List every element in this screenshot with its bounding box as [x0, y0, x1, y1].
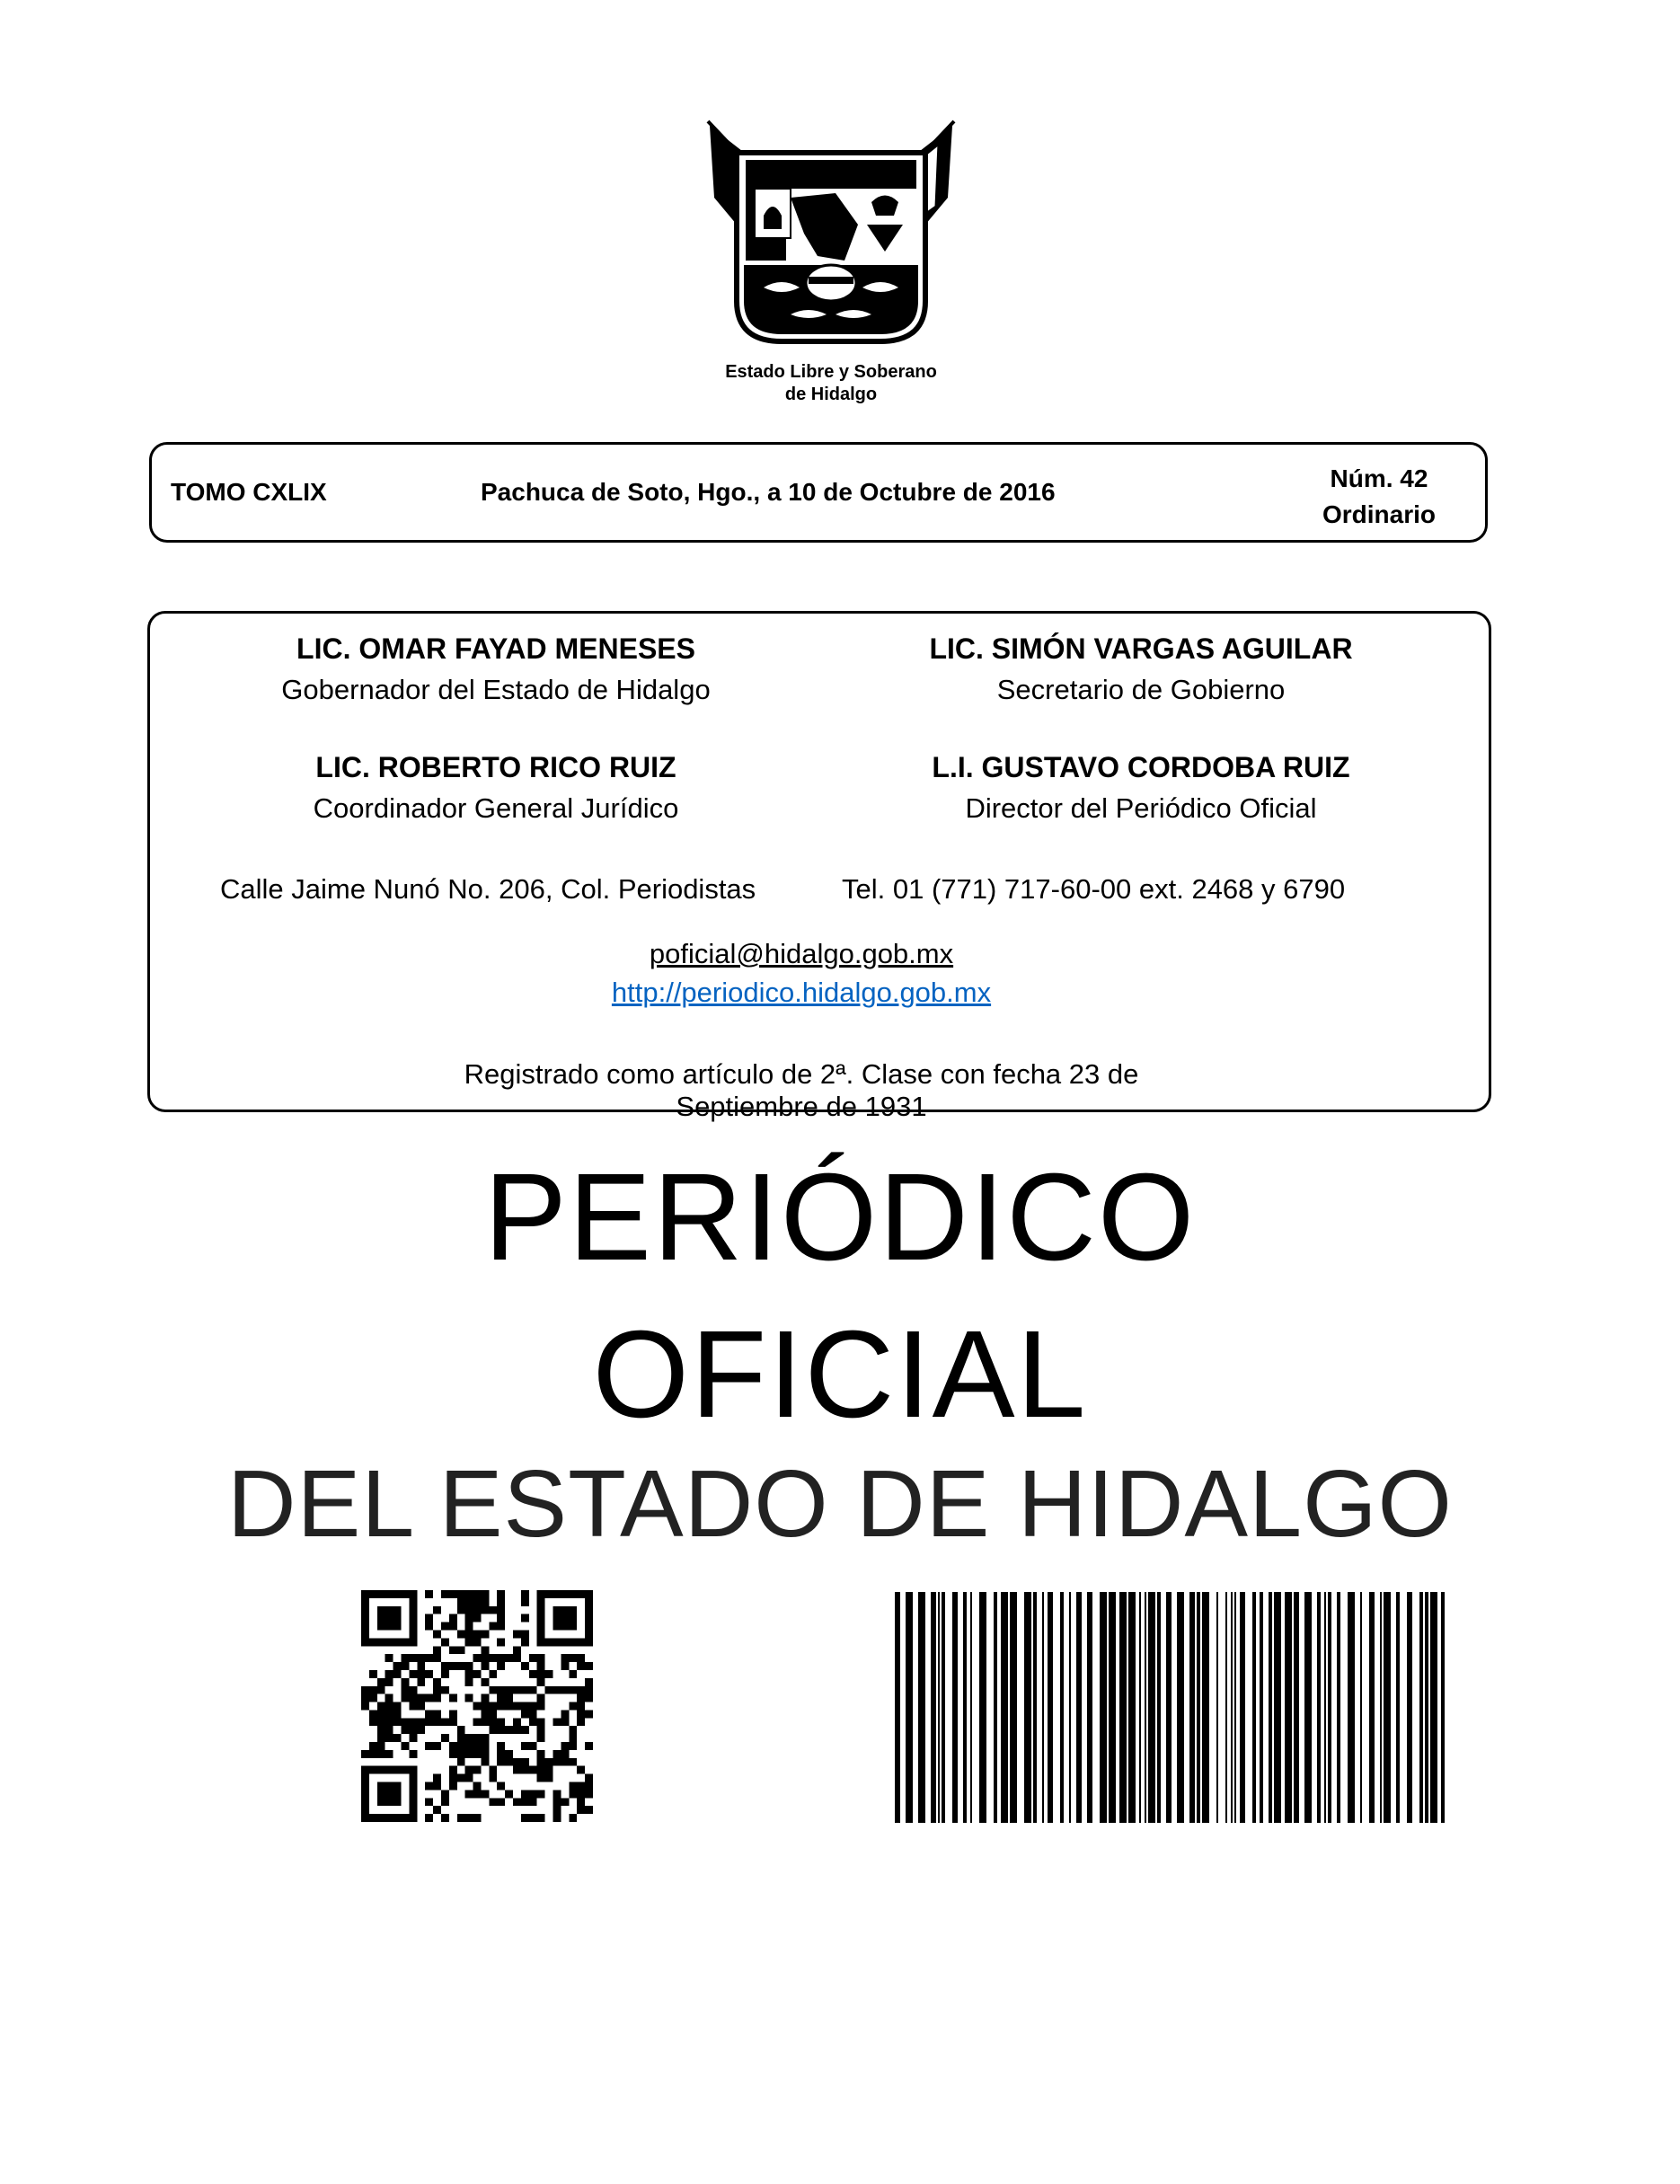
official-name: L.I. GUSTAVO CORDOBA RUIZ	[932, 751, 1350, 783]
seal-caption-line2: de Hidalgo	[784, 385, 878, 404]
website-link[interactable]: http://periodico.hidalgo.gob.mx	[611, 977, 992, 1008]
tomo-label: TOMO CXLIX	[171, 478, 327, 506]
barcode-icon	[895, 1592, 1445, 1823]
official-role: Coordinador General Jurídico	[313, 792, 679, 824]
seal-caption-line1: Estado Libre y Soberano	[725, 362, 937, 382]
official-role: Gobernador del Estado de Hidalgo	[281, 674, 711, 705]
issue-number	[1307, 461, 1451, 533]
issue-number-label: Núm. 42	[1330, 464, 1428, 492]
place-date: Pachuca de Soto, Hgo., a 10 de Octubre de 2016	[481, 478, 1056, 506]
qr-code-icon	[361, 1590, 593, 1822]
address: Calle Jaime Nunó No. 206, Col. Periodistas	[220, 873, 756, 905]
title-line3: DEL ESTADO DE HIDALGO	[227, 1451, 1453, 1557]
seal-caption	[651, 361, 1011, 406]
official-role: Director del Periódico Oficial	[965, 792, 1317, 824]
registration-note: Registrado como artículo de 2ª. Clase con fecha 23 de Septiembre de 1931	[464, 1058, 1139, 1122]
phone: Tel. 01 (771) 717-60-00 ext. 2468 y 6790	[842, 873, 1346, 905]
state-coat-of-arms-icon	[701, 117, 961, 355]
email-line	[397, 938, 1206, 970]
title-line2: OFICIAL	[592, 1305, 1088, 1444]
official-name: LIC. OMAR FAYAD MENESES	[296, 632, 695, 665]
official-name: LIC. SIMÓN VARGAS AGUILAR	[929, 632, 1353, 665]
issue-type: Ordinario	[1322, 500, 1436, 528]
official-role: Secretario de Gobierno	[996, 674, 1286, 705]
email-link[interactable]: poficial@hidalgo.gob.mx	[649, 938, 954, 969]
official-name: LIC. ROBERTO RICO RUIZ	[315, 751, 676, 783]
title-line1: PERIÓDICO	[483, 1148, 1197, 1287]
website-line	[397, 977, 1206, 1009]
